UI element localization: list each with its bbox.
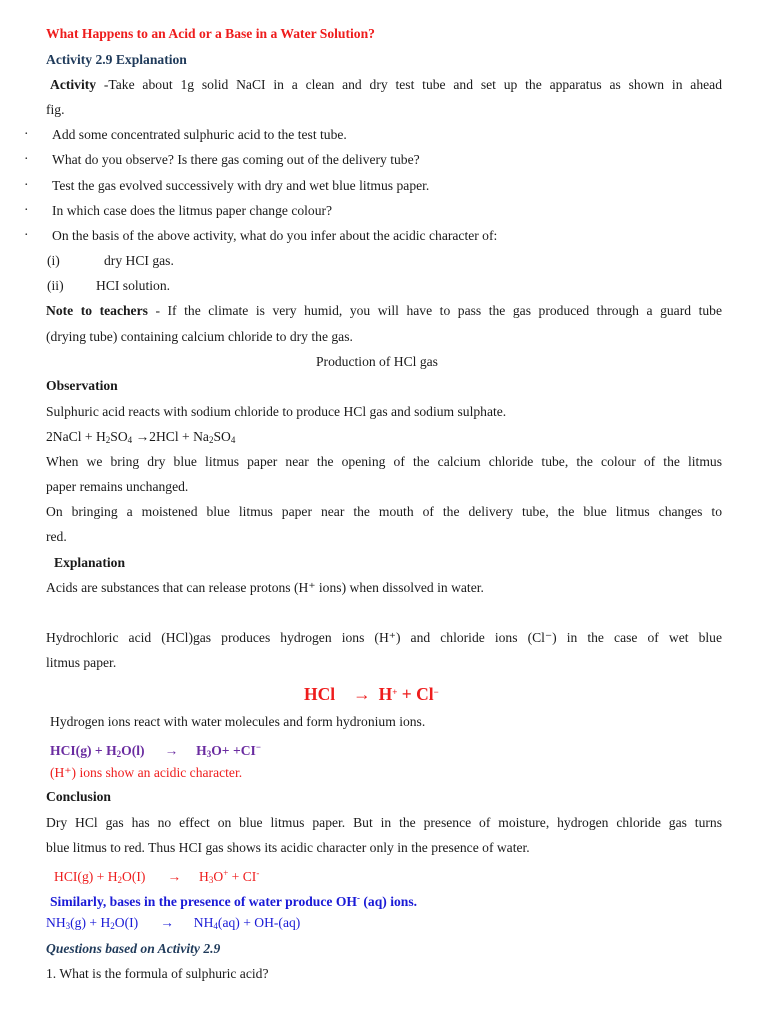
item-number: (i)	[47, 253, 60, 268]
observation-equation	[46, 428, 722, 449]
conclusion-line1: Dry HCl gas has no effect on blue litmus paper. But in the presence of moisture, hydrogen chloride gas turns	[46, 815, 722, 830]
eq-superscript: −	[255, 742, 261, 752]
observation-paragraph2-line1: On bringing a moistened blue litmus paper near the mouth of the delivery tube, the blue litmus changes to	[46, 504, 722, 519]
observation-heading: Observation	[46, 378, 118, 393]
list-item: Add some concentrated sulphuric acid to the test tube.	[52, 127, 347, 142]
explanation-heading: Explanation	[54, 555, 126, 570]
note-line2: (drying tube) containing calcium chloride to dry the gas.	[46, 329, 353, 344]
activity-label: Activity	[50, 77, 97, 92]
eq-superscript: −	[433, 687, 439, 697]
list-item: What do you observe? Is there gas coming out of the delivery tube?	[52, 152, 420, 167]
eq-subscript: 2	[116, 749, 122, 759]
eq-part: NH	[46, 915, 66, 930]
explanation-paragraph-line2: litmus paper.	[46, 655, 117, 670]
arrow-icon: →	[167, 869, 182, 884]
eq-superscript: +	[223, 868, 229, 878]
eq-subscript: 2	[105, 435, 111, 445]
eq-subscript: 3	[65, 921, 71, 931]
eq-part: SO	[213, 429, 231, 444]
bullet-dot: ·	[24, 126, 29, 141]
arrow-icon: →	[353, 684, 371, 704]
eq-part: O(I)	[114, 915, 139, 930]
eq-part: O(l)	[121, 743, 145, 758]
question-item: 1. What is the formula of sulphuric acid?	[46, 966, 269, 981]
explanation-line: Acids are substances that can release protons (H⁺ ions) when dissolved in water.	[46, 580, 484, 595]
activity-text: -Take about 1g solid NaCI in a clean and dry test tube and set up the apparatus as shown in ahead	[96, 77, 722, 92]
item-text: dry HCI gas.	[104, 253, 174, 268]
ammonia-equation	[46, 914, 722, 935]
acidic-character-line: (H⁺) ions show an acidic character.	[50, 765, 243, 780]
conclusion-equation	[54, 864, 722, 889]
eq-subscript: 4	[127, 435, 133, 445]
bases-line	[50, 889, 722, 911]
explanation-paragraph-line1: Hydrochloric acid (HCl)gas produces hydrogen ions (H⁺) and chloride ions (Cl⁻) in the case of wet blue	[46, 630, 722, 645]
note-line1	[46, 302, 722, 320]
figure-caption: Production of HCl gas	[316, 354, 438, 369]
list-item: On the basis of the above activity, what do you infer about the acidic character of:	[52, 228, 498, 243]
eq-part: HCl	[304, 684, 336, 704]
eq-part: 2NaCl + H	[46, 429, 106, 444]
arrow-icon: →	[164, 743, 179, 758]
eq-part: H	[378, 684, 393, 704]
eq-part: H	[196, 743, 207, 758]
observation-paragraph1-line2: paper remains unchanged.	[46, 479, 189, 494]
eq-part: O(I)	[122, 869, 146, 884]
eq-subscript: 3	[208, 875, 214, 885]
bullet-dot: ·	[24, 151, 29, 166]
eq-part: O	[213, 869, 224, 884]
eq-subscript: 2	[208, 435, 214, 445]
questions-heading: Questions based on Activity 2.9	[46, 941, 221, 956]
eq-subscript: 2	[110, 921, 115, 931]
conclusion-line2: blue litmus to red. Thus HCI gas shows its acidic character only in the presence of water.	[46, 840, 530, 855]
observation-paragraph2-line2: red.	[46, 529, 67, 544]
conclusion-heading: Conclusion	[46, 789, 111, 804]
list-item: Test the gas evolved successively with dry and wet blue litmus paper.	[52, 178, 430, 193]
note-text: - If the climate is very humid, you will have to pass the gas produced through a guard tube	[147, 303, 722, 318]
eq-subscript: 3	[206, 749, 212, 759]
eq-part: + CI	[228, 869, 257, 884]
eq-superscript: -	[356, 893, 360, 903]
arrow-icon: →	[160, 915, 174, 930]
eq-part: HCI(g) + H	[50, 743, 117, 758]
eq-part: (g) + H	[70, 915, 111, 930]
eq-part: O+ +CI	[211, 743, 256, 758]
note-label: Note to teachers	[46, 303, 148, 318]
hcl-dissociation-equation	[304, 681, 722, 705]
eq-part: →2HCl + Na	[132, 429, 209, 444]
eq-part: SO	[110, 429, 128, 444]
bases-text: (aq) ions.	[359, 894, 418, 909]
eq-part: (aq) + OH-(aq)	[217, 915, 301, 930]
observation-line: Sulphuric acid reacts with sodium chloride to produce HCl gas and sodium sulphate.	[46, 404, 507, 419]
eq-part: H	[199, 869, 209, 884]
eq-part: NH	[193, 915, 214, 930]
eq-subscript: 4	[213, 921, 218, 931]
eq-superscript: +	[392, 687, 398, 697]
page-title: What Happens to an Acid or a Base in a Water Solution?	[46, 26, 375, 41]
eq-subscript: 2	[117, 875, 123, 885]
hydronium-equation	[50, 738, 722, 763]
item-number: (ii)	[47, 278, 64, 293]
activity-text-line1	[50, 76, 722, 94]
bullet-dot: ·	[24, 227, 29, 242]
eq-part: + Cl	[397, 684, 434, 704]
observation-paragraph1-line1: When we bring dry blue litmus paper near the opening of the calcium chloride tube, the colour of the litmus	[46, 454, 722, 469]
activity-text-line2: fig.	[46, 102, 65, 117]
list-item: In which case does the litmus paper change colour?	[52, 203, 333, 218]
eq-subscript: 4	[230, 435, 236, 445]
hydronium-line: Hydrogen ions react with water molecules and form hydronium ions.	[50, 714, 426, 729]
item-text: HCI solution.	[96, 278, 171, 293]
bullet-dot: ·	[24, 202, 29, 217]
eq-superscript: -	[256, 868, 260, 878]
bases-text: Similarly, bases in the presence of water produce OH	[50, 894, 357, 909]
bullet-dot: ·	[24, 177, 29, 192]
activity-heading: Activity 2.9 Explanation	[46, 52, 187, 67]
eq-part: HCI(g) + H	[54, 869, 118, 884]
